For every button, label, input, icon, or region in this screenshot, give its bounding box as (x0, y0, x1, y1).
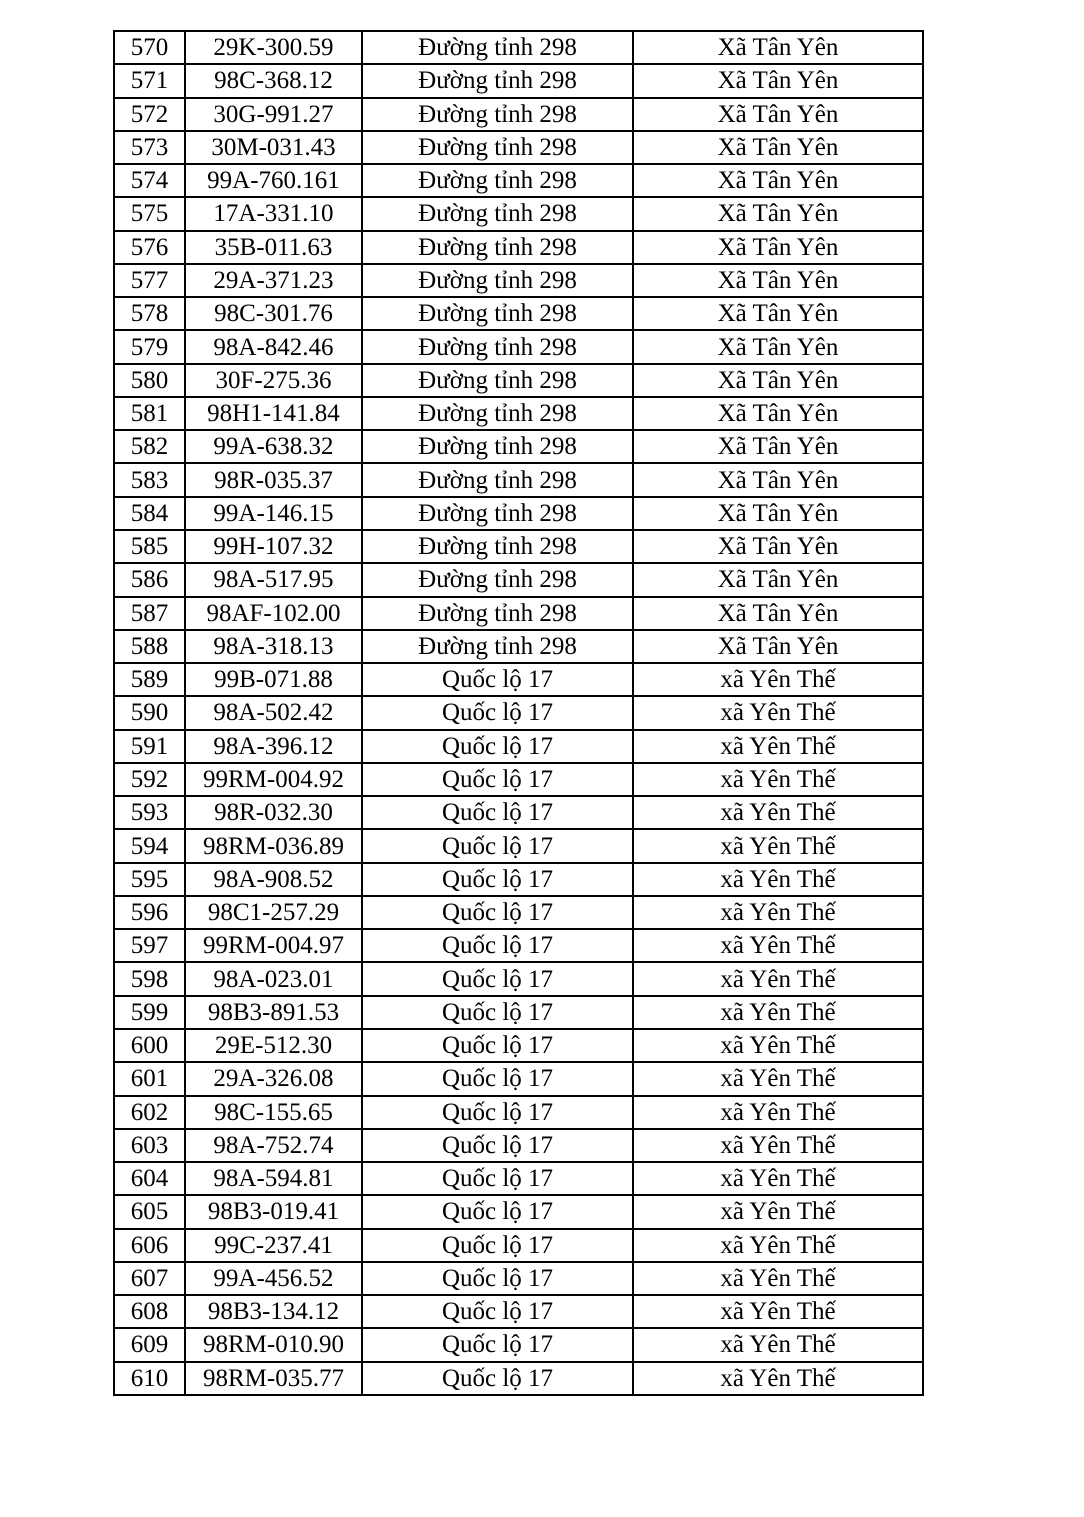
road-name: Đường tỉnh 298 (362, 463, 633, 496)
commune-name: Xã Tân Yên (633, 197, 923, 230)
commune-name: xã Yên Thế (633, 863, 923, 896)
license-plate: 98C-301.76 (185, 297, 362, 330)
commune-name: Xã Tân Yên (633, 430, 923, 463)
table-row (114, 1295, 923, 1328)
row-number: 572 (114, 98, 185, 131)
license-plate: 99C-237.41 (185, 1229, 362, 1262)
road-name: Đường tỉnh 298 (362, 497, 633, 530)
license-plate: 98B3-891.53 (185, 996, 362, 1029)
table-row (114, 131, 923, 164)
commune-name: xã Yên Thế (633, 1129, 923, 1162)
commune-name: xã Yên Thế (633, 1229, 923, 1262)
license-plate: 98A-023.01 (185, 962, 362, 995)
row-number: 573 (114, 131, 185, 164)
row-number: 590 (114, 696, 185, 729)
row-number: 587 (114, 597, 185, 630)
road-name: Quốc lộ 17 (362, 1162, 633, 1195)
table-row (114, 530, 923, 563)
road-name: Quốc lộ 17 (362, 730, 633, 763)
table-row (114, 1328, 923, 1361)
row-number: 606 (114, 1229, 185, 1262)
table-row (114, 630, 923, 663)
license-plate: 99RM-004.97 (185, 929, 362, 962)
row-number: 583 (114, 463, 185, 496)
row-number: 592 (114, 763, 185, 796)
table-row (114, 663, 923, 696)
commune-name: Xã Tân Yên (633, 231, 923, 264)
table-row (114, 696, 923, 729)
table-row (114, 463, 923, 496)
row-number: 596 (114, 896, 185, 929)
road-name: Quốc lộ 17 (362, 829, 633, 862)
road-name: Quốc lộ 17 (362, 1029, 633, 1062)
road-name: Quốc lộ 17 (362, 1328, 633, 1361)
table-row (114, 1262, 923, 1295)
license-plate: 98R-035.37 (185, 463, 362, 496)
commune-name: Xã Tân Yên (633, 64, 923, 97)
road-name: Quốc lộ 17 (362, 696, 633, 729)
row-number: 574 (114, 164, 185, 197)
row-number: 595 (114, 863, 185, 896)
table-body (114, 31, 923, 1395)
commune-name: xã Yên Thế (633, 829, 923, 862)
row-number: 591 (114, 730, 185, 763)
commune-name: Xã Tân Yên (633, 597, 923, 630)
table-row (114, 1062, 923, 1095)
commune-name: Xã Tân Yên (633, 98, 923, 131)
commune-name: xã Yên Thế (633, 1096, 923, 1129)
violation-table (113, 30, 924, 1396)
row-number: 593 (114, 796, 185, 829)
row-number: 571 (114, 64, 185, 97)
table-row (114, 1162, 923, 1195)
commune-name: xã Yên Thế (633, 962, 923, 995)
row-number: 570 (114, 31, 185, 64)
row-number: 585 (114, 530, 185, 563)
commune-name: Xã Tân Yên (633, 297, 923, 330)
commune-name: xã Yên Thế (633, 1195, 923, 1228)
commune-name: xã Yên Thế (633, 996, 923, 1029)
row-number: 582 (114, 430, 185, 463)
road-name: Đường tỉnh 298 (362, 231, 633, 264)
table-row (114, 31, 923, 64)
commune-name: Xã Tân Yên (633, 164, 923, 197)
license-plate: 98H1-141.84 (185, 397, 362, 430)
commune-name: xã Yên Thế (633, 1162, 923, 1195)
row-number: 586 (114, 563, 185, 596)
commune-name: xã Yên Thế (633, 696, 923, 729)
table-row (114, 98, 923, 131)
license-plate: 98R-032.30 (185, 796, 362, 829)
license-plate: 98C-368.12 (185, 64, 362, 97)
license-plate: 99RM-004.92 (185, 763, 362, 796)
row-number: 601 (114, 1062, 185, 1095)
road-name: Đường tỉnh 298 (362, 330, 633, 363)
table-row (114, 164, 923, 197)
license-plate: 99A-456.52 (185, 1262, 362, 1295)
road-name: Quốc lộ 17 (362, 896, 633, 929)
table-row (114, 397, 923, 430)
license-plate: 29K-300.59 (185, 31, 362, 64)
road-name: Đường tỉnh 298 (362, 563, 633, 596)
license-plate: 98A-318.13 (185, 630, 362, 663)
license-plate: 35B-011.63 (185, 231, 362, 264)
road-name: Đường tỉnh 298 (362, 64, 633, 97)
row-number: 608 (114, 1295, 185, 1328)
license-plate: 98A-594.81 (185, 1162, 362, 1195)
road-name: Quốc lộ 17 (362, 1295, 633, 1328)
row-number: 607 (114, 1262, 185, 1295)
road-name: Quốc lộ 17 (362, 962, 633, 995)
row-number: 578 (114, 297, 185, 330)
commune-name: xã Yên Thế (633, 929, 923, 962)
commune-name: xã Yên Thế (633, 796, 923, 829)
table-row (114, 796, 923, 829)
row-number: 588 (114, 630, 185, 663)
commune-name: xã Yên Thế (633, 1362, 923, 1395)
commune-name: Xã Tân Yên (633, 463, 923, 496)
table-row (114, 1096, 923, 1129)
row-number: 584 (114, 497, 185, 530)
road-name: Đường tỉnh 298 (362, 31, 633, 64)
license-plate: 98B3-019.41 (185, 1195, 362, 1228)
road-name: Quốc lộ 17 (362, 996, 633, 1029)
table-row (114, 330, 923, 363)
commune-name: Xã Tân Yên (633, 131, 923, 164)
table-row (114, 996, 923, 1029)
table-row (114, 1195, 923, 1228)
commune-name: xã Yên Thế (633, 730, 923, 763)
table-row (114, 264, 923, 297)
license-plate: 99A-146.15 (185, 497, 362, 530)
row-number: 603 (114, 1129, 185, 1162)
table-row (114, 829, 923, 862)
row-number: 605 (114, 1195, 185, 1228)
row-number: 609 (114, 1328, 185, 1361)
table-row (114, 962, 923, 995)
row-number: 610 (114, 1362, 185, 1395)
road-name: Đường tỉnh 298 (362, 364, 633, 397)
commune-name: Xã Tân Yên (633, 397, 923, 430)
commune-name: Xã Tân Yên (633, 630, 923, 663)
license-plate: 30M-031.43 (185, 131, 362, 164)
license-plate: 99A-638.32 (185, 430, 362, 463)
road-name: Đường tỉnh 298 (362, 98, 633, 131)
road-name: Quốc lộ 17 (362, 1262, 633, 1295)
row-number: 602 (114, 1096, 185, 1129)
table-row (114, 1362, 923, 1395)
license-plate: 98RM-035.77 (185, 1362, 362, 1395)
road-name: Đường tỉnh 298 (362, 430, 633, 463)
road-name: Quốc lộ 17 (362, 1129, 633, 1162)
road-name: Đường tỉnh 298 (362, 530, 633, 563)
road-name: Quốc lộ 17 (362, 663, 633, 696)
commune-name: xã Yên Thế (633, 1062, 923, 1095)
commune-name: Xã Tân Yên (633, 264, 923, 297)
license-plate: 98A-517.95 (185, 563, 362, 596)
license-plate: 29A-371.23 (185, 264, 362, 297)
table-row (114, 597, 923, 630)
license-plate: 99B-071.88 (185, 663, 362, 696)
table-row (114, 1129, 923, 1162)
road-name: Đường tỉnh 298 (362, 131, 633, 164)
road-name: Đường tỉnh 298 (362, 630, 633, 663)
road-name: Đường tỉnh 298 (362, 164, 633, 197)
row-number: 580 (114, 364, 185, 397)
commune-name: xã Yên Thế (633, 1029, 923, 1062)
row-number: 599 (114, 996, 185, 1029)
road-name: Quốc lộ 17 (362, 863, 633, 896)
row-number: 598 (114, 962, 185, 995)
road-name: Quốc lộ 17 (362, 1229, 633, 1262)
road-name: Quốc lộ 17 (362, 1362, 633, 1395)
table-row (114, 1029, 923, 1062)
road-name: Quốc lộ 17 (362, 1195, 633, 1228)
row-number: 604 (114, 1162, 185, 1195)
table-row (114, 1229, 923, 1262)
commune-name: Xã Tân Yên (633, 563, 923, 596)
row-number: 579 (114, 330, 185, 363)
road-name: Đường tỉnh 298 (362, 297, 633, 330)
commune-name: Xã Tân Yên (633, 364, 923, 397)
road-name: Đường tỉnh 298 (362, 397, 633, 430)
row-number: 594 (114, 829, 185, 862)
table-row (114, 497, 923, 530)
road-name: Quốc lộ 17 (362, 763, 633, 796)
license-plate: 98RM-010.90 (185, 1328, 362, 1361)
license-plate: 98A-396.12 (185, 730, 362, 763)
road-name: Quốc lộ 17 (362, 1096, 633, 1129)
table-row (114, 231, 923, 264)
table-row (114, 563, 923, 596)
commune-name: xã Yên Thế (633, 1328, 923, 1361)
license-plate: 98C1-257.29 (185, 896, 362, 929)
table-row (114, 763, 923, 796)
table-row (114, 64, 923, 97)
commune-name: xã Yên Thế (633, 896, 923, 929)
commune-name: Xã Tân Yên (633, 31, 923, 64)
table-row (114, 297, 923, 330)
commune-name: xã Yên Thế (633, 1295, 923, 1328)
commune-name: xã Yên Thế (633, 663, 923, 696)
license-plate: 98RM-036.89 (185, 829, 362, 862)
license-plate: 17A-331.10 (185, 197, 362, 230)
table-row (114, 197, 923, 230)
license-plate: 99A-760.161 (185, 164, 362, 197)
table-row (114, 364, 923, 397)
license-plate: 98B3-134.12 (185, 1295, 362, 1328)
row-number: 581 (114, 397, 185, 430)
license-plate: 98A-502.42 (185, 696, 362, 729)
license-plate: 98A-908.52 (185, 863, 362, 896)
row-number: 589 (114, 663, 185, 696)
row-number: 576 (114, 231, 185, 264)
row-number: 577 (114, 264, 185, 297)
table-row (114, 896, 923, 929)
license-plate: 98C-155.65 (185, 1096, 362, 1129)
commune-name: Xã Tân Yên (633, 330, 923, 363)
road-name: Đường tỉnh 298 (362, 597, 633, 630)
table-row (114, 730, 923, 763)
road-name: Quốc lộ 17 (362, 796, 633, 829)
license-plate: 98A-752.74 (185, 1129, 362, 1162)
road-name: Quốc lộ 17 (362, 929, 633, 962)
commune-name: xã Yên Thế (633, 1262, 923, 1295)
license-plate: 30G-991.27 (185, 98, 362, 131)
commune-name: Xã Tân Yên (633, 497, 923, 530)
license-plate: 29E-512.30 (185, 1029, 362, 1062)
table-row (114, 430, 923, 463)
license-plate: 30F-275.36 (185, 364, 362, 397)
commune-name: Xã Tân Yên (633, 530, 923, 563)
license-plate: 29A-326.08 (185, 1062, 362, 1095)
row-number: 575 (114, 197, 185, 230)
license-plate: 99H-107.32 (185, 530, 362, 563)
road-name: Đường tỉnh 298 (362, 264, 633, 297)
commune-name: xã Yên Thế (633, 763, 923, 796)
license-plate: 98AF-102.00 (185, 597, 362, 630)
road-name: Quốc lộ 17 (362, 1062, 633, 1095)
table-row (114, 863, 923, 896)
row-number: 597 (114, 929, 185, 962)
road-name: Đường tỉnh 298 (362, 197, 633, 230)
table-row (114, 929, 923, 962)
row-number: 600 (114, 1029, 185, 1062)
license-plate: 98A-842.46 (185, 330, 362, 363)
